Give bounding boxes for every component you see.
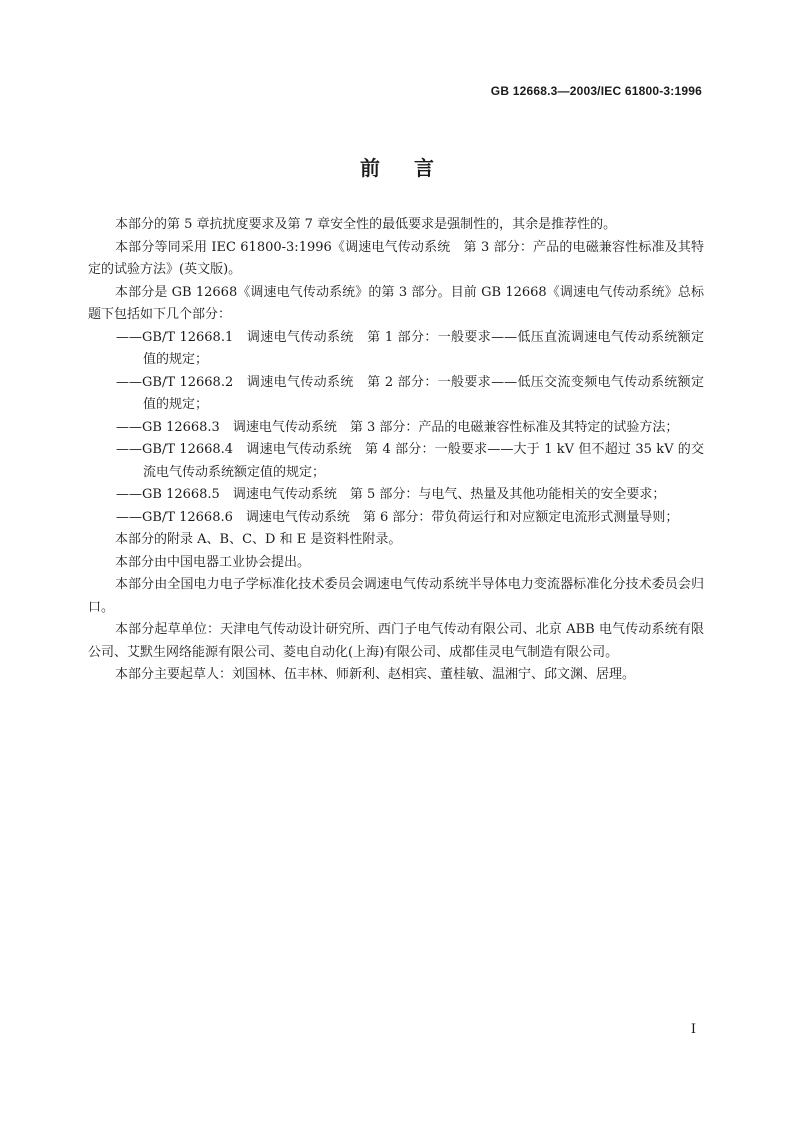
page-title: 前言	[360, 156, 468, 180]
list-item-part-2: ——GB/T 12668.2 调速电气传动系统 第 2 部分：一般要求——低压交流变频电气传动系统额定值的规定；	[116, 374, 704, 412]
paragraph-equivalence: 本部分等同采用 IEC 61800-3:1996《调速电气传动系统 第 3 部分：产品的电磁兼容性标准及其特定的试验方法》(英文版)。	[88, 239, 704, 277]
paragraph-drafting-units: 本部分起草单位：天津电气传动设计研究所、西门子电气传动有限公司、北京 ABB 电气传动系统有限公司、艾默生网络能源有限公司、菱电自动化(上海)有限公司、成都佳灵电气制造有限公司。	[88, 622, 704, 660]
standard-code: GB 12668.3—2003/IEC 61800-3:1996	[490, 84, 702, 98]
list-item-part-4: ——GB/T 12668.4 调速电气传动系统 第 4 部分：一般要求——大于 1 kV 但不超过 35 kV 的交流电气传动系统额定值的规定；	[116, 442, 704, 480]
page-number: I	[690, 1022, 696, 1037]
paragraph-annexes: 本部分的附录 A、B、C、D 和 E 是资料性附录。	[115, 532, 402, 547]
paragraph-series-intro: 本部分是 GB 12668《调速电气传动系统》的第 3 部分。目前 GB 12668《调速电气传动系统》总标题下包括如下几个部分：	[88, 284, 704, 322]
paragraph-drafters: 本部分主要起草人：刘国林、伍丰林、师新利、赵相宾、董桂敏、温湘宁、邱文渊、居理。	[115, 667, 636, 682]
preface-body	[88, 214, 704, 687]
list-item-part-6: ——GB/T 12668.6 调速电气传动系统 第 6 部分：带负荷运行和对应额定电流形式测量导则；	[116, 509, 679, 525]
list-item-part-5: ——GB 12668.5 调速电气传动系统 第 5 部分：与电气、热量及其他功能相关的安全要求；	[116, 487, 666, 502]
list-item-part-1: ——GB/T 12668.1 调速电气传动系统 第 1 部分：一般要求——低压直流调速电气传动系统额定值的规定；	[116, 329, 704, 367]
paragraph-proposer: 本部分由中国电器工业协会提出。	[115, 554, 311, 570]
paragraph-mandatory-clauses: 本部分的第 5 章抗扰度要求及第 7 章安全性的最低要求是强制性的，其余是推荐性的。	[115, 217, 617, 232]
paragraph-committee: 本部分由全国电力电子学标准化技术委员会调速电气传动系统半导体电力变流器标准化分技术委员会归口。	[88, 577, 704, 615]
parts-list	[88, 327, 704, 530]
list-item-part-3: ——GB 12668.3 调速电气传动系统 第 3 部分：产品的电磁兼容性标准及其特定的试验方法；	[116, 419, 679, 435]
